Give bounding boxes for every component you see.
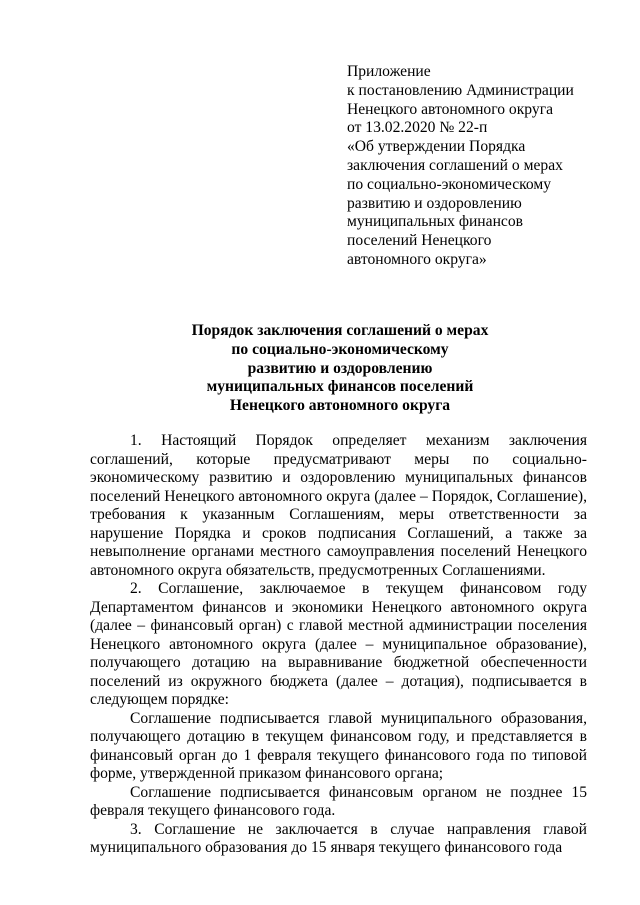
appendix-line: Ненецкого автономного округа	[347, 100, 554, 118]
appendix-line: к постановлению Администрации	[347, 81, 574, 99]
appendix-block	[347, 63, 627, 270]
appendix-line: от 13.02.2020 № 22-п	[347, 119, 488, 137]
paragraph-3: 3. Соглашение не заключается в случае направления главой муниципального образования до 15 января текущего финансового года	[90, 820, 587, 856]
appendix-line: заключения соглашений о мерах	[347, 156, 563, 174]
paragraph-2-sub-2: Соглашение подписывается финансовым органом не позднее 15 февраля текущего финансового года.	[90, 783, 587, 819]
title-line: развитию и оздоровлению	[247, 359, 433, 377]
title-line: по социально-экономическому	[231, 340, 449, 358]
appendix-line: Приложение	[347, 63, 431, 80]
appendix-line: развитию и оздоровлению	[347, 194, 522, 212]
appendix-line: муниципальных финансов	[347, 213, 524, 231]
title-line: Ненецкого автономного округа	[229, 397, 451, 415]
title-line: Порядок заключения соглашений о мерах	[191, 322, 489, 339]
paragraph-2: 2. Соглашение, заключаемое в текущем финансовом году Департаментом финансов и экономики Ненецкого автономного округа (далее – финансовый орган) с главой местной администрации поселения Ненецкого автономного округа (далее – муниципальное образование), получающего дотацию на выравнивание бюджетной обеспеченности поселений из окружного бюджета (далее – дотация), подписывается в следующем порядке:	[90, 580, 587, 708]
document-body	[90, 432, 587, 858]
paragraph-2-sub-1: Соглашение подписывается главой муниципального образования, получающего дотацию в текущем финансовом году, и представляется в финансовый орган до 1 февраля текущего финансового года по типовой форме, утвержденной приказом финансового органа;	[90, 709, 587, 782]
paragraph-1: 1. Настоящий Порядок определяет механизм заключения соглашений, которые предусматривают меры по социально-экономическому развитию и оздоровлению муниципальных финансов поселений Ненецкого автономного округа (далее – Порядок, Соглашение), требования к указанным Соглашениям, меры ответственности за нарушение Порядка и сроков подписания Соглашений, а также за невыполнение органами местного самоуправления поселений Ненецкого автономного округа обязательств, предусмотренных Соглашениями.	[90, 432, 587, 579]
appendix-line: по социально-экономическому	[347, 175, 552, 193]
appendix-line: автономного округа»	[347, 250, 487, 268]
appendix-line: поселений Ненецкого	[347, 232, 492, 250]
document-title	[90, 322, 590, 416]
title-line: муниципальных финансов поселений	[206, 378, 474, 396]
appendix-line: «Об утверждении Порядка	[347, 138, 526, 156]
